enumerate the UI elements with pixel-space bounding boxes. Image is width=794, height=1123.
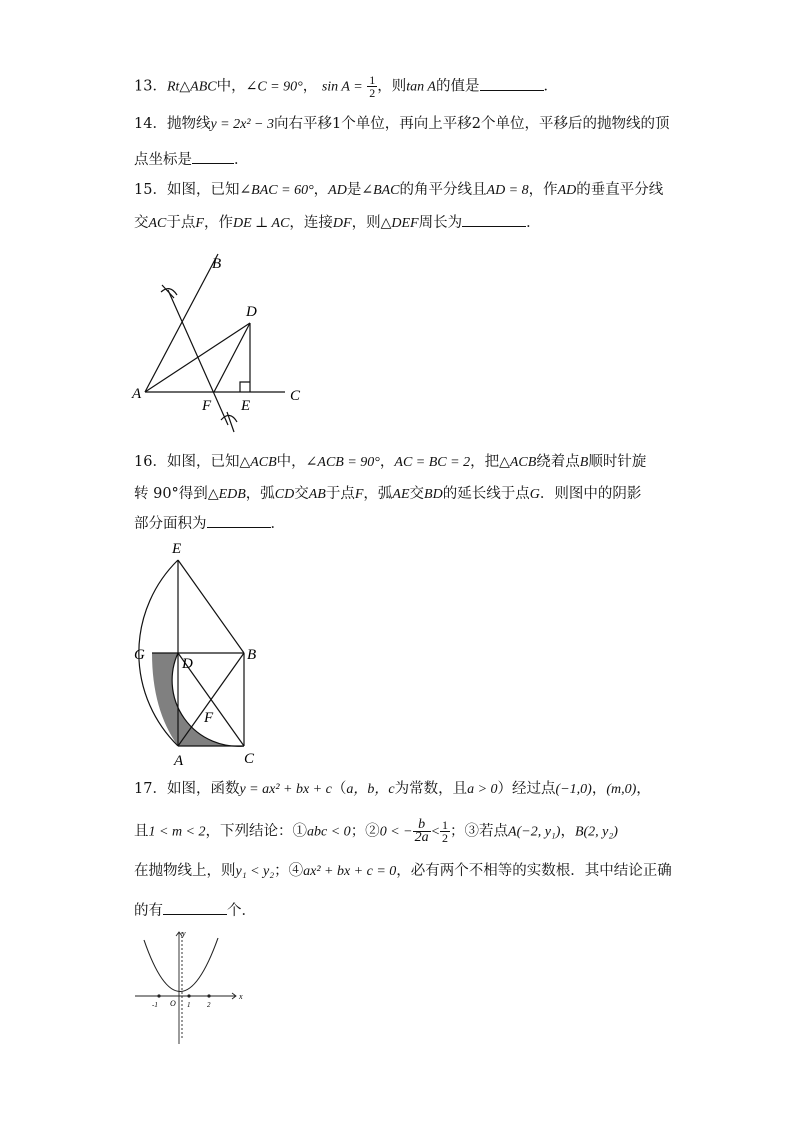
- q16-l2e: ，弧: [363, 486, 393, 502]
- q15-l2c: ，作: [203, 215, 233, 231]
- segment-eb: [178, 560, 244, 653]
- label-g: G: [134, 647, 145, 663]
- q15-tri: △DEF: [380, 216, 419, 231]
- q15-l2e: ，则: [351, 215, 381, 231]
- q17-l2c: ；②: [350, 823, 380, 840]
- q14-answer-blank[interactable]: [192, 149, 234, 164]
- q16-l2a: 转 90°得到: [134, 486, 208, 502]
- q15-figure: [130, 250, 310, 440]
- question-15: [134, 180, 663, 201]
- q13-answer-blank[interactable]: [480, 76, 544, 91]
- q15-l2b: 于点: [166, 215, 196, 231]
- q17-l2a: 且: [134, 823, 149, 840]
- q16-eq: AC = BC = 2: [394, 455, 471, 470]
- q17-c2fd: 2a: [414, 830, 429, 845]
- label-c: C: [244, 751, 255, 767]
- tick-label-neg1: -1: [152, 1001, 158, 1009]
- q16-l3: 部分面积为: [134, 516, 207, 532]
- q17-p2: (m,0): [606, 782, 637, 797]
- q17-l2d: ；③若点: [450, 823, 509, 840]
- q17-answer-blank[interactable]: [163, 900, 227, 915]
- question-17-line2: [134, 819, 618, 844]
- q17-l3a: 在抛物线上，则: [134, 863, 236, 879]
- q13-sep2: ，则: [377, 78, 407, 95]
- q13-frac-num: 1: [369, 73, 376, 87]
- question-17: [134, 779, 651, 800]
- question-16-line3: [134, 513, 285, 534]
- q16-edb: △EDB: [207, 487, 246, 502]
- q13-fraction: [367, 74, 377, 99]
- q16-l2b: ，弧: [245, 486, 275, 502]
- tick-label-2: 2: [207, 1001, 211, 1009]
- q14-text3: 个单位，再向上平移: [341, 116, 472, 132]
- q15-ad2: AD: [557, 183, 577, 198]
- q16-answer-blank[interactable]: [207, 513, 271, 528]
- q16-b: B: [579, 455, 589, 470]
- q17-c4: ax² + bx + c = 0: [303, 864, 397, 879]
- q13-sin: sin A =: [321, 79, 363, 95]
- q16-f: F: [354, 487, 364, 502]
- q17-frac-half: [440, 819, 450, 844]
- label-f: F: [204, 710, 214, 726]
- q14-text2: 向右平移: [273, 116, 332, 132]
- q17-p1: (−1,0): [555, 782, 592, 797]
- q13-tan: tan A: [406, 79, 436, 95]
- label-f: F: [202, 398, 212, 414]
- q16-text3: ，: [379, 454, 395, 470]
- q14-end: ．: [234, 152, 249, 168]
- label-c: C: [290, 388, 301, 404]
- q17-text2: （: [331, 781, 347, 797]
- q17-pb: B(2, y₂): [574, 824, 618, 840]
- q17-number: 17．: [134, 781, 167, 797]
- question-17-line3: [134, 861, 672, 882]
- q16-tri2: △ACB: [499, 455, 537, 470]
- q13-angle: ∠C = 90°: [245, 79, 303, 95]
- point-1: [187, 994, 190, 997]
- q14-text1: 抛物线: [166, 116, 211, 132]
- q17-text3: 为常数，且: [394, 781, 468, 797]
- label-b: B: [212, 256, 222, 272]
- q13-sep: ，: [302, 78, 318, 95]
- q17-text6: ，: [636, 781, 651, 797]
- q16-cd: CD: [274, 487, 295, 502]
- q17-text4: ）经过点: [497, 781, 556, 797]
- q15-angle: ∠BAC = 60°: [239, 183, 314, 198]
- ray-ab: [145, 254, 218, 392]
- q16-g: G: [529, 487, 540, 502]
- question-14-line2: [134, 149, 249, 170]
- q17-l3c: ，必有两个不相等的实数根．其中结论正确: [396, 863, 672, 879]
- tick-label-1: 1: [187, 1001, 191, 1009]
- q17-pa: A(−2, y₁): [508, 824, 561, 840]
- parabola: [144, 938, 218, 992]
- q16-text4: ，把: [470, 454, 500, 470]
- point-2: [207, 994, 210, 997]
- label-e: E: [172, 541, 182, 557]
- q13-frac-den: 2: [369, 86, 376, 100]
- label-d: D: [246, 304, 257, 320]
- q15-end: ．: [526, 215, 541, 231]
- q16-l2f: 交: [409, 486, 425, 502]
- question-17-line4: [134, 900, 256, 921]
- q16-l2h: ．则图中的阴影: [539, 486, 642, 502]
- q17-c3: y₁ < y₂: [235, 864, 275, 879]
- q16-l2g: 的延长线于点: [442, 486, 530, 502]
- q16-text1: 如图，已知: [166, 454, 240, 470]
- axis-label-y: y: [182, 929, 186, 938]
- question-15-line2: [134, 212, 541, 234]
- q15-ad: AD: [328, 183, 347, 198]
- q16-text6: 顺时针旋: [588, 454, 647, 470]
- q14-text4: 个单位，平移后的抛物线的顶: [480, 116, 670, 132]
- origin-label: O: [170, 999, 176, 1008]
- q15-ac: AC: [148, 216, 167, 231]
- q13-end: ．: [543, 78, 558, 95]
- q16-l2c: 交: [294, 486, 309, 502]
- q15-f: F: [195, 216, 204, 231]
- q15-ad8: AD = 8: [486, 183, 529, 198]
- q17-abc: a，b，c: [346, 782, 395, 797]
- q16-text5: 绕着点: [536, 454, 580, 470]
- q17-c2gn: 1: [442, 818, 449, 832]
- q15-df: DF: [332, 216, 352, 231]
- q15-l2f: 周长为: [418, 215, 463, 231]
- q17-c2gd: 2: [442, 831, 449, 845]
- q13-rt: Rt△ABC: [166, 79, 217, 95]
- q14-n2: 2: [471, 116, 481, 132]
- label-d: D: [182, 656, 193, 672]
- q15-l2a: 交: [134, 215, 149, 231]
- label-b: B: [247, 647, 257, 663]
- q15-l2d: ，连接: [289, 215, 333, 231]
- q17-l3b: ；④: [274, 863, 304, 879]
- q17-figure: [132, 928, 247, 1046]
- question-16-line2: [134, 484, 641, 505]
- q17-c2fn: b: [413, 819, 431, 832]
- q17-text5: ，: [591, 781, 607, 797]
- q16-figure: [130, 535, 270, 770]
- question-13: [134, 74, 558, 99]
- point-neg1: [157, 994, 160, 997]
- q15-text1: 如图，已知: [166, 182, 240, 198]
- q16-number: 16．: [134, 454, 167, 470]
- q17-text1: 如图，函数: [166, 781, 240, 797]
- q17-apos: a > 0: [467, 782, 498, 797]
- q17-c2a: 0 < −: [379, 824, 413, 840]
- q17-range: 1 < m < 2: [148, 824, 206, 840]
- arc-mark-top-2: [162, 285, 174, 298]
- q16-angle: ∠ACB = 90°: [305, 455, 380, 470]
- q14-text5: 点坐标是: [134, 152, 192, 168]
- q14-n1: 1: [331, 116, 342, 132]
- q15-de: DE ⊥ AC: [232, 216, 290, 231]
- perp-bisector: [168, 290, 228, 425]
- q17-l2e: ，: [560, 823, 575, 840]
- q17-l2b: ，下列结论：①: [205, 823, 308, 840]
- q16-l2d: 于点: [325, 486, 355, 502]
- q15-text6: 的垂直平分线: [576, 182, 664, 198]
- q15-text3: 是: [346, 182, 362, 198]
- label-a: A: [132, 386, 142, 402]
- q16-bd: BD: [424, 487, 443, 502]
- q13-text: 中，: [216, 78, 246, 95]
- q13-text2: 的值是: [436, 78, 480, 95]
- q17-c1: abc < 0: [307, 824, 351, 840]
- q16-end: ．: [270, 516, 285, 532]
- q13-number: 13．: [134, 78, 167, 95]
- q14-formula: y = 2x² − 3: [210, 117, 274, 132]
- q16-ae: AE: [392, 487, 410, 502]
- q17-frac-b2a: [413, 819, 431, 844]
- q15-answer-blank[interactable]: [462, 212, 526, 227]
- q17-l4: 的有: [134, 903, 163, 919]
- label-a: A: [174, 753, 184, 769]
- axis-label-x: x: [239, 992, 243, 1001]
- q17-c2b: <: [430, 824, 441, 840]
- right-angle-mark: [240, 382, 250, 392]
- q16-tri: △ACB: [239, 455, 277, 470]
- q15-bac: ∠BAC: [361, 183, 400, 198]
- question-16: [134, 452, 646, 473]
- q15-text2: ，: [313, 182, 329, 198]
- q17-l4b: 个．: [227, 903, 256, 919]
- q14-number: 14．: [134, 116, 167, 132]
- label-e: E: [241, 398, 251, 414]
- question-14: [134, 114, 669, 135]
- arc-mark-bottom-2: [227, 412, 234, 432]
- q15-text4: 的角平分线且: [399, 182, 487, 198]
- q17-formula: y = ax² + bx + c: [239, 782, 332, 797]
- q16-text2: 中，: [276, 454, 306, 470]
- q16-ab: AB: [308, 487, 326, 502]
- q15-text5: ，作: [528, 182, 558, 198]
- q15-number: 15．: [134, 182, 167, 198]
